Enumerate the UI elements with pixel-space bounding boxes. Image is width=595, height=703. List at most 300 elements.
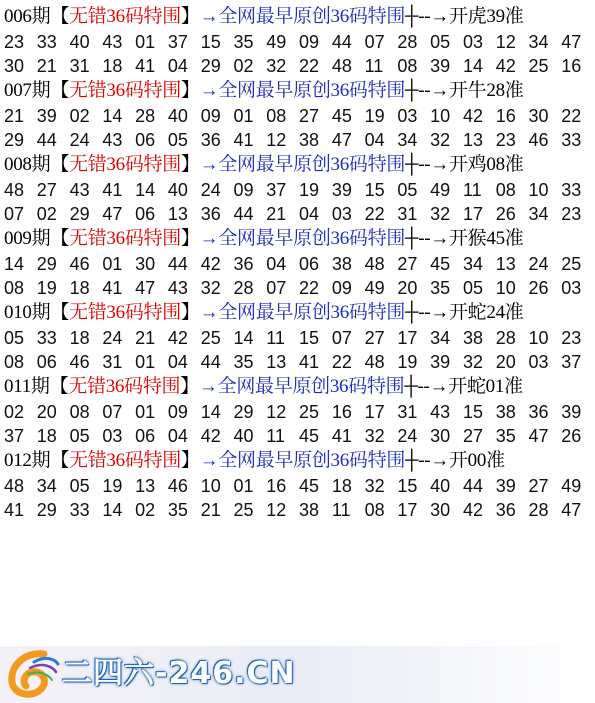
- number-cell: 27: [528, 476, 549, 496]
- number-cell: 05: [69, 426, 90, 446]
- number-cell: 28: [528, 500, 549, 520]
- number-cell: 42: [200, 426, 221, 446]
- number-cell: 45: [299, 426, 320, 446]
- number-cell: 26: [495, 204, 516, 224]
- bracket-close: 】: [180, 450, 200, 471]
- number-row: [4, 178, 594, 202]
- cross-symbol: ┼: [405, 450, 419, 471]
- number-cell: 33: [36, 328, 57, 348]
- period-header: [4, 374, 594, 400]
- number-cell: 21: [4, 106, 25, 126]
- number-cell: 43: [430, 402, 451, 422]
- number-row: [4, 424, 594, 448]
- number-cell: 20: [36, 402, 57, 422]
- number-cell: 41: [299, 352, 320, 372]
- number-cell: 04: [167, 352, 188, 372]
- number-cell: 35: [430, 278, 451, 298]
- period-title: 无错36码特围: [69, 80, 181, 101]
- slogan-text: 全网最早原创36码特围: [218, 154, 406, 175]
- number-cell: 45: [331, 106, 352, 126]
- number-cell: 44: [200, 352, 221, 372]
- number-cell: 03: [331, 204, 352, 224]
- number-cell: 48: [4, 476, 25, 496]
- dash-arrow-icon: --→: [418, 6, 449, 27]
- number-cell: 40: [430, 476, 451, 496]
- number-cell: 04: [266, 254, 287, 274]
- number-cell: 40: [167, 180, 188, 200]
- number-cell: 14: [462, 56, 483, 76]
- number-row: [4, 202, 594, 226]
- number-cell: 34: [430, 328, 451, 348]
- cross-symbol: ┼: [404, 376, 418, 397]
- number-cell: 34: [397, 130, 418, 150]
- number-row: [4, 30, 594, 54]
- number-cell: 03: [561, 278, 582, 298]
- number-cell: 33: [69, 500, 90, 520]
- number-cell: 24: [397, 426, 418, 446]
- number-cell: 25: [528, 56, 549, 76]
- number-cell: 39: [495, 476, 516, 496]
- number-cell: 25: [299, 402, 320, 422]
- number-cell: 38: [299, 500, 320, 520]
- result-text: 开蛇01准: [448, 376, 523, 397]
- number-cell: 06: [135, 426, 156, 446]
- number-cell: 09: [331, 278, 352, 298]
- number-cell: 49: [430, 180, 451, 200]
- number-cell: 42: [200, 254, 221, 274]
- number-cell: 44: [462, 476, 483, 496]
- number-cell: 49: [266, 32, 287, 52]
- number-cell: 25: [233, 500, 254, 520]
- cross-symbol: ┼: [405, 154, 419, 175]
- number-cell: 27: [364, 328, 385, 348]
- bracket-open: 【: [49, 376, 69, 397]
- number-cell: 47: [102, 204, 123, 224]
- period-title: 无错36码特围: [69, 6, 181, 27]
- number-cell: 34: [528, 204, 549, 224]
- number-cell: 11: [331, 500, 351, 520]
- number-cell: 44: [167, 254, 188, 274]
- number-cell: 25: [561, 254, 582, 274]
- number-cell: 29: [36, 254, 57, 274]
- number-row: [4, 350, 594, 374]
- period-header: [4, 448, 594, 474]
- number-cell: 10: [430, 106, 451, 126]
- number-cell: 22: [299, 56, 320, 76]
- period-header: [4, 300, 594, 326]
- number-cell: 40: [233, 426, 254, 446]
- issue-number: 010期: [4, 302, 51, 323]
- period-block: [4, 152, 594, 226]
- number-cell: 02: [36, 204, 57, 224]
- result-text: 开虎39准: [448, 6, 524, 27]
- cross-symbol: ┼: [405, 228, 419, 249]
- number-cell: 33: [561, 180, 582, 200]
- number-cell: 35: [495, 426, 516, 446]
- number-cell: 06: [36, 352, 57, 372]
- number-cell: 12: [266, 130, 287, 150]
- number-cell: 04: [364, 130, 385, 150]
- number-cell: 23: [4, 32, 25, 52]
- number-cell: 46: [69, 254, 90, 274]
- number-cell: 32: [266, 56, 287, 76]
- period-block: [4, 300, 594, 374]
- result-text: 开00准: [448, 450, 505, 471]
- number-cell: 30: [528, 106, 549, 126]
- number-cell: 18: [36, 426, 57, 446]
- issue-number: 009期: [4, 228, 51, 249]
- number-cell: 34: [462, 254, 483, 274]
- number-cell: 39: [331, 180, 352, 200]
- number-cell: 48: [364, 352, 385, 372]
- period-header: [4, 152, 594, 178]
- number-cell: 05: [69, 476, 90, 496]
- number-cell: 47: [331, 130, 352, 150]
- number-row: [4, 54, 594, 78]
- number-cell: 05: [462, 278, 483, 298]
- number-cell: 08: [397, 56, 418, 76]
- number-cell: 36: [200, 204, 221, 224]
- bracket-open: 【: [50, 228, 70, 249]
- number-cell: 12: [266, 500, 287, 520]
- number-cell: 30: [135, 254, 156, 274]
- number-cell: 16: [561, 56, 582, 76]
- number-cell: 23: [561, 204, 582, 224]
- number-cell: 47: [528, 426, 549, 446]
- dash-arrow-icon: --→: [418, 450, 449, 471]
- cross-symbol: ┼: [405, 302, 419, 323]
- number-cell: 03: [102, 426, 123, 446]
- number-cell: 35: [167, 500, 188, 520]
- number-cell: 14: [4, 254, 25, 274]
- number-cell: 02: [4, 402, 25, 422]
- dash-arrow-icon: --→: [418, 228, 449, 249]
- number-cell: 26: [528, 278, 549, 298]
- number-cell: 07: [364, 32, 385, 52]
- number-cell: 31: [102, 352, 123, 372]
- number-cell: 15: [397, 476, 418, 496]
- number-cell: 30: [4, 56, 25, 76]
- period-title: 无错36码特围: [69, 302, 181, 323]
- number-row: [4, 498, 594, 522]
- number-row: [4, 104, 594, 128]
- number-cell: 31: [397, 402, 418, 422]
- number-cell: 08: [266, 106, 287, 126]
- number-cell: 46: [167, 476, 188, 496]
- number-cell: 44: [233, 204, 254, 224]
- period-block: [4, 78, 594, 152]
- number-cell: 15: [364, 180, 385, 200]
- number-cell: 40: [69, 32, 90, 52]
- number-cell: 14: [102, 500, 123, 520]
- number-cell: 37: [167, 32, 188, 52]
- result-text: 开猴45准: [448, 228, 524, 249]
- prediction-list: [4, 4, 594, 522]
- number-cell: 01: [233, 476, 254, 496]
- number-cell: 01: [135, 402, 156, 422]
- number-cell: 42: [462, 106, 483, 126]
- number-cell: 13: [462, 130, 483, 150]
- bracket-close: 】: [180, 6, 200, 27]
- number-cell: 18: [102, 56, 123, 76]
- number-cell: 32: [462, 352, 483, 372]
- number-cell: 48: [364, 254, 385, 274]
- number-cell: 13: [167, 204, 188, 224]
- number-cell: 15: [299, 328, 320, 348]
- number-cell: 08: [69, 402, 90, 422]
- number-cell: 42: [495, 56, 516, 76]
- period-header: [4, 226, 594, 252]
- period-title: 无错36码特围: [69, 228, 181, 249]
- number-cell: 11: [364, 56, 384, 76]
- number-cell: 21: [266, 204, 287, 224]
- number-cell: 29: [233, 402, 254, 422]
- number-cell: 38: [462, 328, 483, 348]
- number-cell: 40: [167, 106, 188, 126]
- number-cell: 19: [397, 352, 418, 372]
- number-cell: 32: [430, 130, 451, 150]
- bracket-close: 】: [180, 376, 199, 397]
- number-cell: 43: [102, 32, 123, 52]
- number-cell: 41: [4, 500, 25, 520]
- number-cell: 17: [462, 204, 483, 224]
- number-cell: 04: [299, 204, 320, 224]
- number-cell: 04: [167, 426, 188, 446]
- number-cell: 27: [299, 106, 320, 126]
- number-cell: 36: [495, 500, 516, 520]
- number-cell: 15: [462, 402, 483, 422]
- number-cell: 14: [200, 402, 221, 422]
- number-cell: 04: [167, 56, 188, 76]
- number-cell: 31: [397, 204, 418, 224]
- number-row: [4, 252, 594, 276]
- dash-arrow-icon: --→: [417, 376, 449, 397]
- number-cell: 22: [299, 278, 320, 298]
- number-cell: 45: [299, 476, 320, 496]
- number-cell: 14: [233, 328, 254, 348]
- period-block: [4, 374, 594, 448]
- number-cell: 21: [135, 328, 156, 348]
- number-cell: 36: [200, 130, 221, 150]
- number-cell: 09: [299, 32, 320, 52]
- issue-number: 011期: [4, 376, 50, 397]
- number-cell: 13: [495, 254, 516, 274]
- number-cell: 30: [430, 500, 451, 520]
- slogan-text: 全网最早原创36码特围: [218, 450, 406, 471]
- arrow-right-icon: →: [198, 376, 218, 397]
- number-cell: 41: [102, 180, 123, 200]
- number-cell: 28: [397, 32, 418, 52]
- number-cell: 43: [69, 180, 90, 200]
- number-cell: 07: [331, 328, 352, 348]
- number-cell: 17: [364, 402, 385, 422]
- number-cell: 23: [495, 130, 516, 150]
- number-cell: 38: [299, 130, 320, 150]
- number-cell: 24: [528, 254, 549, 274]
- number-cell: 36: [233, 254, 254, 274]
- arrow-right-icon: →: [199, 80, 219, 101]
- slogan-text: 全网最早原创36码特围: [218, 6, 406, 27]
- bracket-close: 】: [180, 302, 200, 323]
- number-cell: 01: [135, 352, 156, 372]
- bracket-close: 】: [180, 228, 200, 249]
- number-cell: 42: [167, 328, 188, 348]
- number-cell: 30: [430, 426, 451, 446]
- period-title: 无错36码特围: [69, 450, 181, 471]
- number-cell: 20: [495, 352, 516, 372]
- number-cell: 17: [397, 328, 418, 348]
- number-cell: 20: [397, 278, 418, 298]
- number-cell: 06: [135, 130, 156, 150]
- number-cell: 31: [69, 56, 90, 76]
- number-cell: 17: [397, 500, 418, 520]
- number-cell: 44: [36, 130, 57, 150]
- number-cell: 08: [4, 278, 25, 298]
- number-cell: 35: [233, 32, 254, 52]
- number-cell: 43: [102, 130, 123, 150]
- arrow-right-icon: →: [199, 228, 219, 249]
- number-cell: 45: [430, 254, 451, 274]
- number-cell: 32: [200, 278, 221, 298]
- number-cell: 16: [266, 476, 287, 496]
- number-cell: 14: [135, 180, 156, 200]
- number-cell: 19: [102, 476, 123, 496]
- number-row: [4, 276, 594, 300]
- period-title: 无错36码特围: [69, 154, 181, 175]
- number-cell: 05: [4, 328, 25, 348]
- number-cell: 34: [528, 32, 549, 52]
- cross-symbol: ┼: [405, 6, 419, 27]
- number-cell: 10: [528, 180, 549, 200]
- number-cell: 34: [36, 476, 57, 496]
- dash-arrow-icon: --→: [418, 154, 449, 175]
- number-cell: 48: [331, 56, 352, 76]
- number-cell: 39: [561, 402, 582, 422]
- number-cell: 41: [233, 130, 254, 150]
- number-cell: 37: [266, 180, 287, 200]
- number-cell: 37: [4, 426, 25, 446]
- number-cell: 19: [36, 278, 57, 298]
- number-cell: 15: [200, 32, 221, 52]
- number-cell: 08: [364, 500, 385, 520]
- number-cell: 03: [397, 106, 418, 126]
- issue-number: 006期: [4, 6, 51, 27]
- number-cell: 13: [266, 352, 287, 372]
- number-cell: 24: [200, 180, 221, 200]
- number-cell: 21: [36, 56, 57, 76]
- number-cell: 26: [561, 426, 582, 446]
- period-title: 无错36码特围: [68, 376, 181, 397]
- slogan-text: 全网最早原创36码特围: [218, 228, 406, 249]
- six-ribbon-logo-icon: [4, 648, 60, 700]
- number-cell: 27: [397, 254, 418, 274]
- number-cell: 32: [364, 476, 385, 496]
- number-cell: 46: [528, 130, 549, 150]
- number-cell: 10: [495, 278, 516, 298]
- number-cell: 05: [397, 180, 418, 200]
- number-cell: 16: [331, 402, 352, 422]
- number-cell: 49: [364, 278, 385, 298]
- bracket-close: 】: [180, 154, 200, 175]
- number-cell: 16: [495, 106, 516, 126]
- result-text: 开牛28准: [448, 80, 524, 101]
- bracket-open: 【: [50, 450, 70, 471]
- number-cell: 46: [69, 352, 90, 372]
- number-row: [4, 128, 594, 152]
- dash-arrow-icon: --→: [418, 80, 449, 101]
- number-cell: 12: [495, 32, 516, 52]
- issue-number: 008期: [4, 154, 51, 175]
- number-cell: 14: [102, 106, 123, 126]
- number-cell: 29: [36, 500, 57, 520]
- number-cell: 37: [561, 352, 582, 372]
- number-cell: 05: [167, 130, 188, 150]
- number-cell: 21: [200, 500, 221, 520]
- number-cell: 06: [135, 204, 156, 224]
- number-cell: 32: [430, 204, 451, 224]
- number-cell: 10: [200, 476, 221, 496]
- number-cell: 41: [102, 278, 123, 298]
- number-cell: 06: [299, 254, 320, 274]
- number-cell: 47: [561, 32, 582, 52]
- number-cell: 39: [430, 352, 451, 372]
- period-block: [4, 226, 594, 300]
- number-cell: 01: [135, 32, 156, 52]
- number-cell: 02: [135, 500, 156, 520]
- number-cell: 09: [200, 106, 221, 126]
- number-cell: 02: [233, 56, 254, 76]
- number-cell: 47: [135, 278, 156, 298]
- number-cell: 01: [233, 106, 254, 126]
- number-cell: 22: [561, 106, 582, 126]
- arrow-right-icon: →: [199, 154, 219, 175]
- number-cell: 10: [528, 328, 549, 348]
- number-cell: 08: [4, 352, 25, 372]
- number-cell: 29: [4, 130, 25, 150]
- number-cell: 11: [266, 426, 285, 446]
- number-cell: 39: [36, 106, 57, 126]
- number-cell: 24: [69, 130, 90, 150]
- number-cell: 01: [102, 254, 123, 274]
- number-cell: 03: [462, 32, 483, 52]
- number-cell: 19: [299, 180, 320, 200]
- issue-number: 012期: [4, 450, 51, 471]
- number-cell: 41: [331, 426, 352, 446]
- number-cell: 11: [462, 180, 482, 200]
- number-cell: 09: [233, 180, 254, 200]
- number-cell: 18: [69, 328, 90, 348]
- number-cell: 08: [495, 180, 516, 200]
- number-cell: 38: [495, 402, 516, 422]
- number-cell: 18: [331, 476, 352, 496]
- slogan-text: 全网最早原创36码特围: [217, 376, 405, 397]
- number-cell: 24: [102, 328, 123, 348]
- period-header: [4, 78, 594, 104]
- brand-text: 二四六-246.CN: [62, 656, 296, 691]
- number-cell: 19: [364, 106, 385, 126]
- number-cell: 42: [462, 500, 483, 520]
- number-cell: 38: [331, 254, 352, 274]
- number-cell: 05: [430, 32, 451, 52]
- arrow-right-icon: →: [199, 6, 219, 27]
- number-row: [4, 326, 594, 350]
- number-cell: 12: [266, 402, 287, 422]
- number-cell: 27: [36, 180, 57, 200]
- number-cell: 13: [135, 476, 156, 496]
- number-cell: 28: [135, 106, 156, 126]
- number-cell: 44: [331, 32, 352, 52]
- number-cell: 35: [233, 352, 254, 372]
